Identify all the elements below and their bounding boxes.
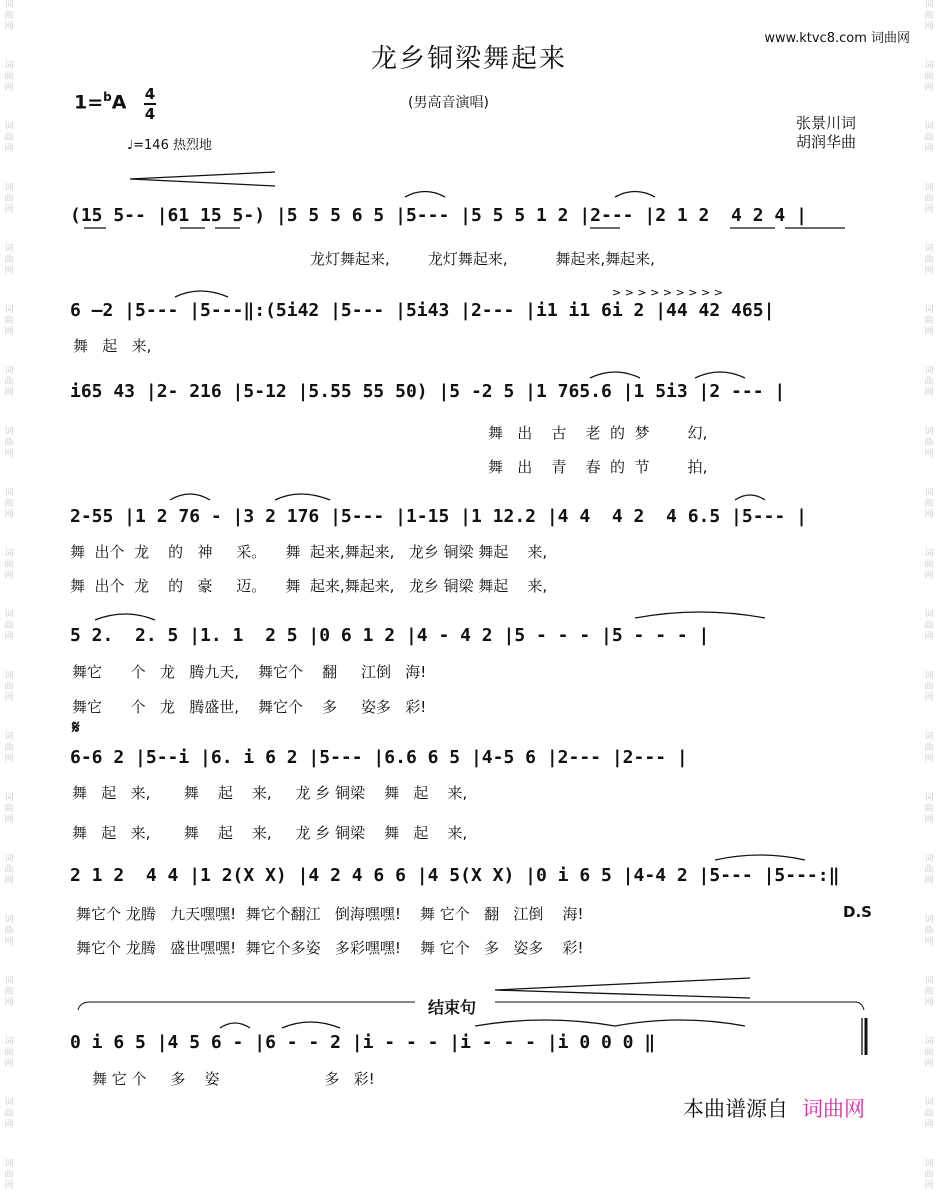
- watermark-text: 词 曲 网: [4, 488, 14, 520]
- lyric-line-5b: 舞它 个 龙 腾盛世, 舞它个 多 姿多 彩!: [72, 698, 427, 716]
- staff-line-7: 2 1 2 4 4 |1 2(X X) |4 2 4 6 6 |4 5(X X) |0 i 6 5 |4-4 2 |5--- |5---:‖: [70, 865, 840, 886]
- staff-line-2: 6 —2 |5--- |5---‖:(5i42 |5--- |5i43 |2--- |i1 i1 6i 2 |44 42 465|: [70, 300, 775, 321]
- brand-link[interactable]: 词曲网: [802, 1097, 865, 1121]
- watermark-text: 词 曲 网: [4, 0, 14, 32]
- watermark-text: 词 曲 网: [4, 305, 14, 337]
- watermark-text: 词 曲 网: [924, 1159, 934, 1191]
- watermark-text: 词 曲 网: [924, 1037, 934, 1069]
- staff-line-1: (15 5-- |61 15 5-) |5 5 5 6 5 |5--- |5 5 5 1 2 |2--- |2 1 2 4 2 4 |: [70, 205, 807, 226]
- staff-line-3: i65 43 |2- 216 |5-12 |5.55 55 50) |5 -2 5 |1 765.6 |1 5i3 |2 --- |: [70, 381, 786, 402]
- staff-line-4: 2-55 |1 2 76 - |3 2 176 |5--- |1-15 |1 12.2 |4 4 4 2 4 6.5 |5--- |: [70, 506, 807, 527]
- watermark-text: 词 曲 网: [4, 366, 14, 398]
- lyric-line-5a: 舞它 个 龙 腾九天, 舞它个 翻 江倒 海!: [72, 663, 427, 681]
- watermark-text: 词 曲 网: [4, 122, 14, 154]
- watermark-text: 词 曲 网: [4, 183, 14, 215]
- watermark-text: 词 曲 网: [4, 61, 14, 93]
- watermark-text: 词 曲 网: [924, 122, 934, 154]
- lyric-line-4b: 舞 出个 龙 的 豪 迈。 舞 起来,舞起来, 龙乡 铜梁 舞起 来,: [70, 577, 548, 595]
- tempo-marking: ♩=146 热烈地: [127, 138, 212, 153]
- watermark-text: 词 曲 网: [4, 976, 14, 1008]
- watermark-text: 词 曲 网: [924, 671, 934, 703]
- dal-segno: D.S: [843, 903, 872, 921]
- watermark-text: 词 曲 网: [924, 183, 934, 215]
- watermark-text: 词 曲 网: [924, 915, 934, 947]
- lyric-line-3a: 舞 出 古 老 的 梦 幻,: [488, 424, 708, 442]
- staff-line-5: 5 2. 2. 5 |1. 1 2 5 |0 6 1 2 |4 - 4 2 |5 - - - |5 - - - |: [70, 625, 710, 646]
- watermark-text: 词 曲 网: [924, 61, 934, 93]
- lyric-line-2: 舞 起 来,: [73, 337, 152, 355]
- watermark-text: 词 曲 网: [4, 1037, 14, 1069]
- ending-label: 结束句: [428, 998, 477, 1017]
- time-signature: 4 4: [144, 85, 156, 123]
- watermark-text: 词 曲 网: [924, 976, 934, 1008]
- watermark-text: 词 曲 网: [4, 1159, 14, 1191]
- watermark-text: 词 曲 网: [4, 1098, 14, 1130]
- watermark-text: 词 曲 网: [4, 244, 14, 276]
- site-url[interactable]: www.ktvc8.com 词曲网: [764, 31, 910, 46]
- watermark-text: 词 曲 网: [924, 244, 934, 276]
- watermark-text: 词 曲 网: [924, 0, 934, 32]
- svg-text:> > > > > > > > >: > > > > > > > > >: [612, 286, 723, 299]
- watermark-text: 词 曲 网: [4, 610, 14, 642]
- staff-line-8: 0 i 6 5 |4 5 6 - |6 - - 2 |i - - - |i - - - |i 0 0 0 ‖: [70, 1032, 656, 1053]
- watermark-text: 词 曲 网: [924, 610, 934, 642]
- watermark-text: 词 曲 网: [4, 427, 14, 459]
- lyric-line-7a: 舞它个 龙腾 九天嘿嘿! 舞它个翻江 倒海嘿嘿! 舞 它个 翻 江倒 海!: [76, 905, 584, 923]
- watermark-text: 词 曲 网: [924, 549, 934, 581]
- watermark-text: 词 曲 网: [924, 854, 934, 886]
- watermark-text: 词 曲 网: [4, 732, 14, 764]
- watermark-text: 词 曲 网: [924, 488, 934, 520]
- watermark-text: 词 曲 网: [924, 427, 934, 459]
- watermark-text: 词 曲 网: [4, 854, 14, 886]
- lyric-line-8: 舞 它 个 多 姿 多 彩!: [92, 1070, 375, 1088]
- lyric-line-6b: 舞 起 来, 舞 起 来, 龙 乡 铜梁 舞 起 来,: [72, 824, 468, 842]
- source-text: 本曲谱源自: [683, 1097, 788, 1121]
- singer-note: (男高音演唱): [408, 95, 489, 111]
- watermark-text: 词 曲 网: [924, 793, 934, 825]
- watermark-text: 词 曲 网: [4, 549, 14, 581]
- source-note: [683, 1093, 865, 1123]
- watermark-text: 词 曲 网: [924, 732, 934, 764]
- segno-sign: 𝄋: [72, 717, 80, 738]
- lyric-line-4a: 舞 出个 龙 的 神 采。 舞 起来,舞起来, 龙乡 铜梁 舞起 来,: [70, 543, 548, 561]
- watermark-text: 词 曲 网: [924, 366, 934, 398]
- key-signature: 1=$^b$A: [74, 90, 127, 114]
- lyric-line-7b: 舞它个 龙腾 盛世嘿嘿! 舞它个多姿 多彩嘿嘿! 舞 它个 多 姿多 彩!: [76, 939, 584, 957]
- watermark-text: 词 曲 网: [924, 1098, 934, 1130]
- lyricist: 张景川词: [796, 114, 857, 132]
- composer: 胡润华曲: [796, 133, 857, 151]
- watermark-text: 词 曲 网: [4, 915, 14, 947]
- lyric-line-6a: 舞 起 来, 舞 起 来, 龙 乡 铜梁 舞 起 来,: [72, 784, 468, 802]
- lyric-line-1: 龙灯舞起来, 龙灯舞起来, 舞起来,舞起来,: [310, 250, 655, 268]
- watermark-text: 词 曲 网: [4, 793, 14, 825]
- staff-line-6: 6-6 2 |5--i |6. i 6 2 |5--- |6.6 6 5 |4-5 6 |2--- |2--- |: [70, 747, 688, 768]
- song-title: 龙乡铜梁舞起来: [370, 44, 567, 74]
- watermark-text: 词 曲 网: [4, 671, 14, 703]
- lyric-line-3b: 舞 出 青 春 的 节 拍,: [488, 458, 708, 476]
- watermark-text: 词 曲 网: [924, 305, 934, 337]
